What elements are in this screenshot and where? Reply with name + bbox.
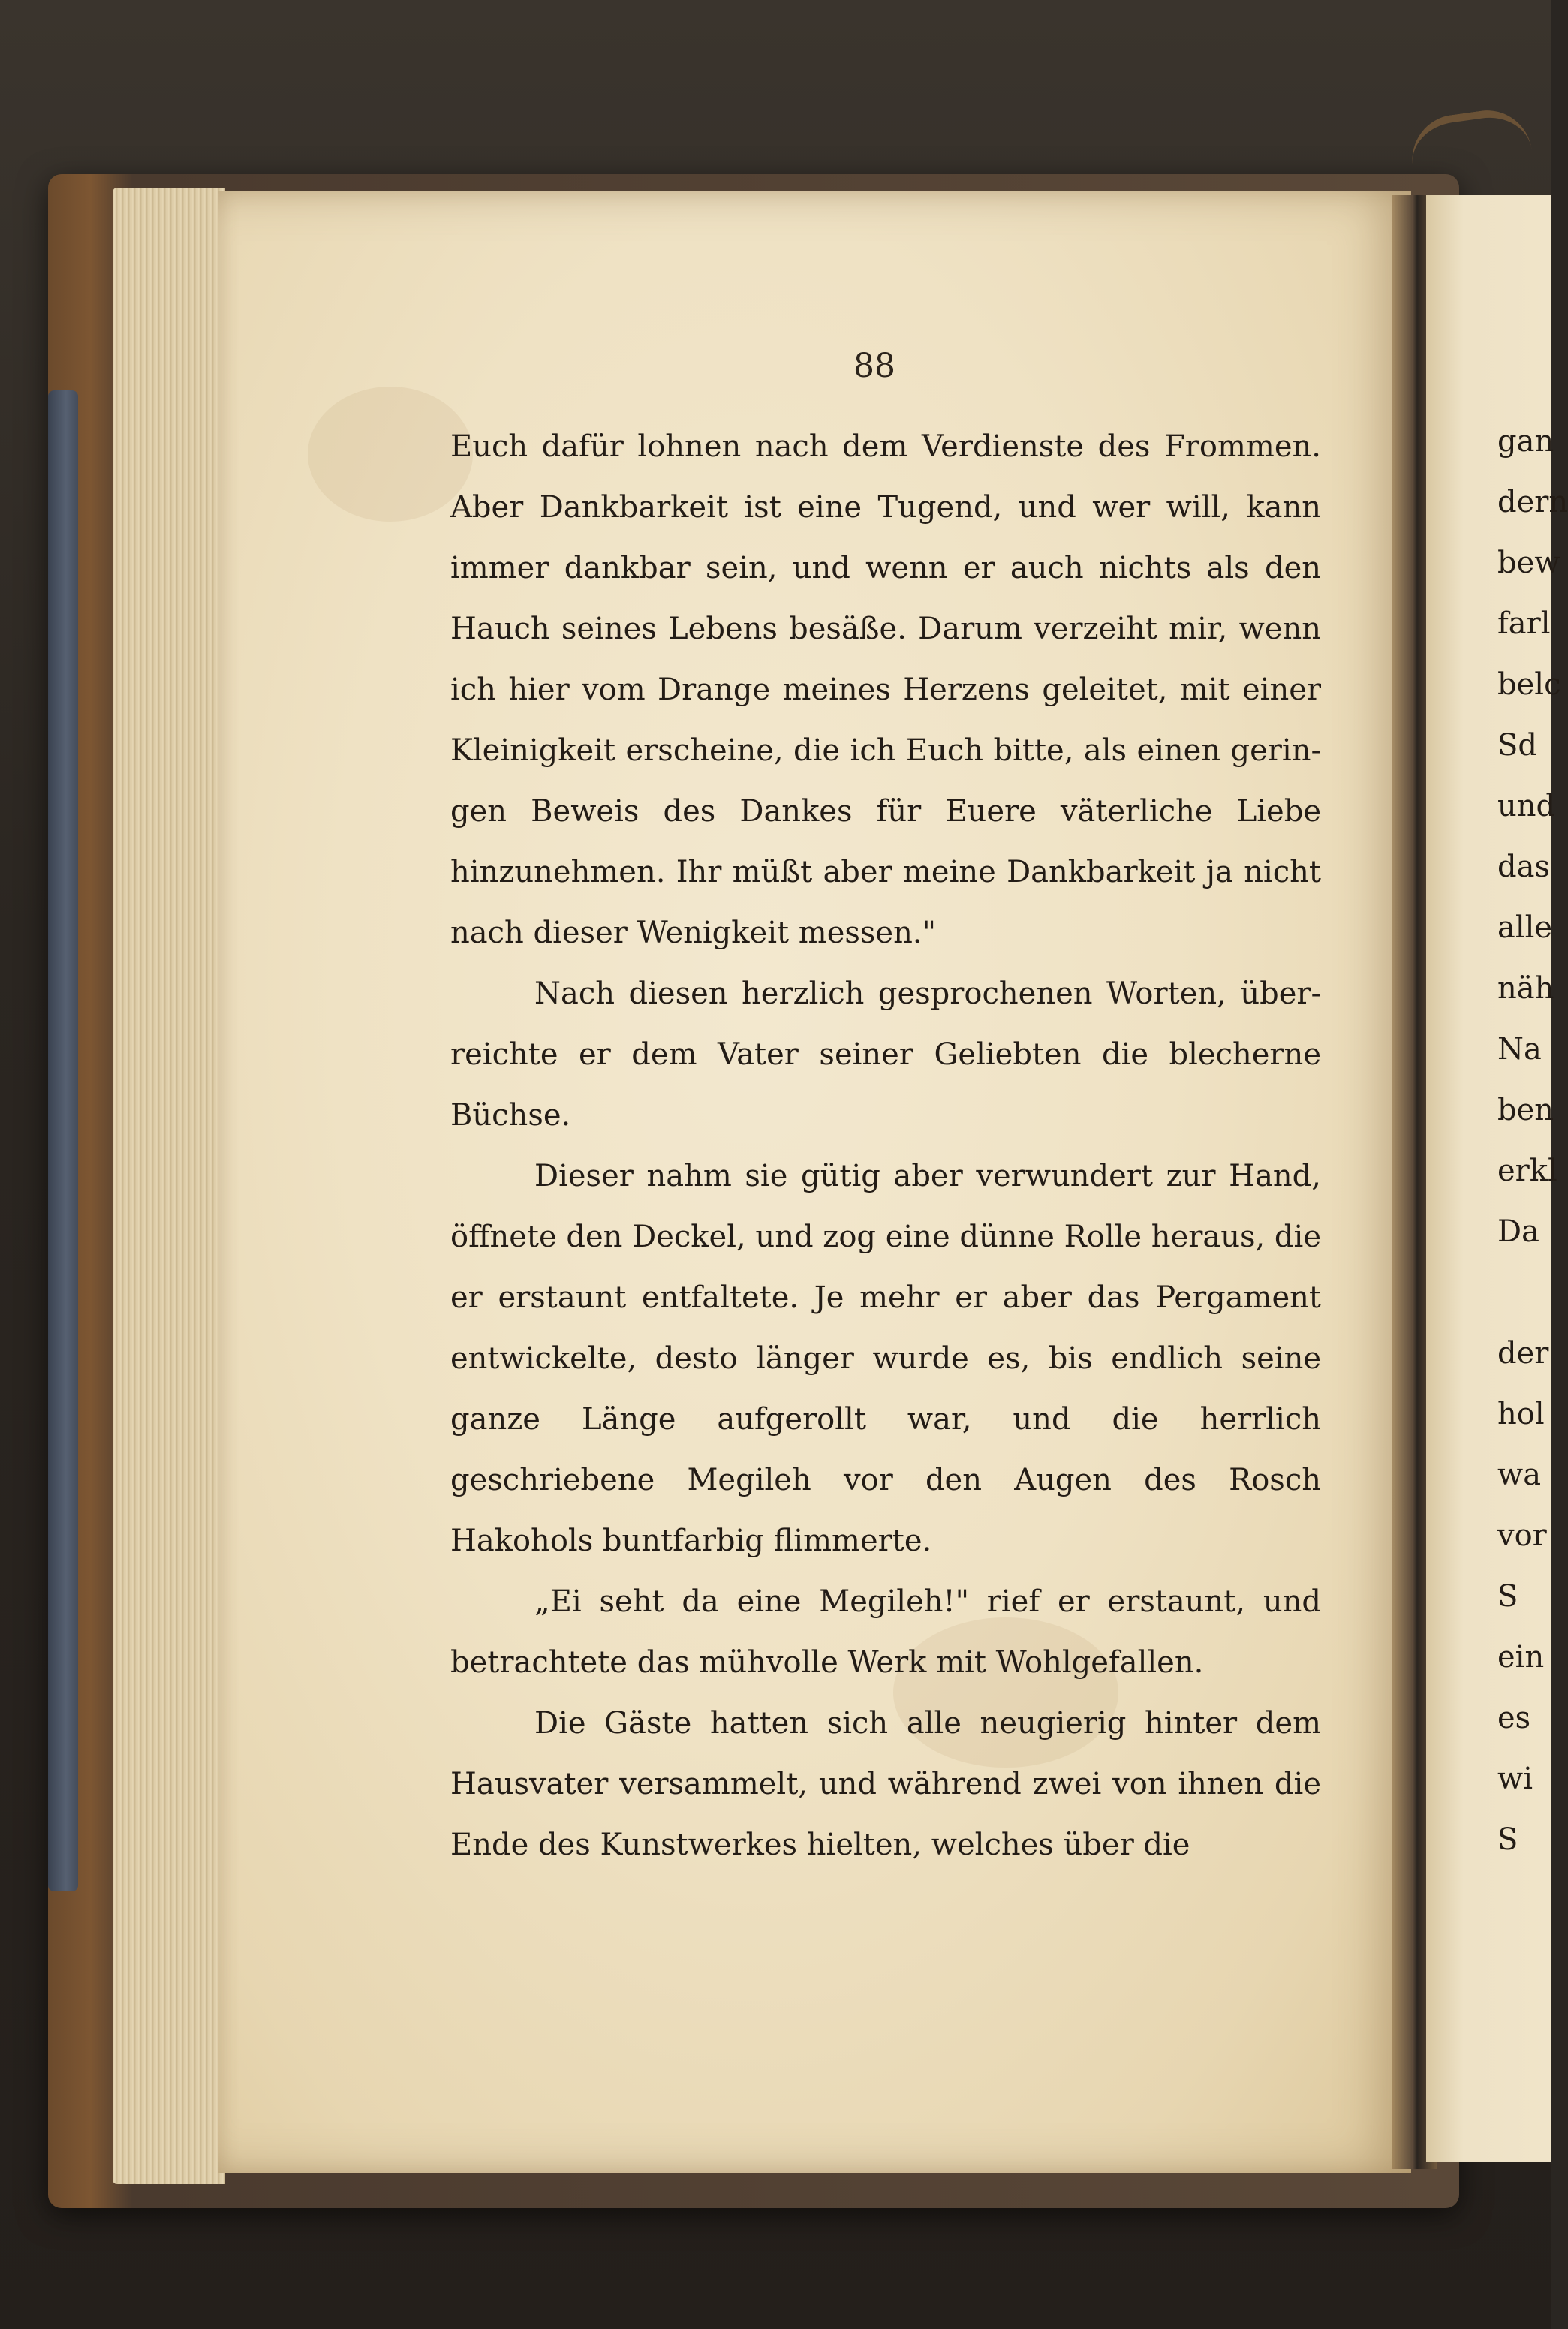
facing-page-line: hol — [1497, 1397, 1545, 1431]
page-number: 88 — [853, 347, 895, 385]
paragraph: Euch dafür lohnen nach dem Verdienste des Frommen. Aber Dankbarkeit ist eine Tugend, und wer will, kann immer dankbar sein, und wenn er auch nichts als den Hauch seines Lebens besäße. Darum verzeiht mir, wenn ich hier vom Drange meines Herzens geleitet, mit einer Kleinigkeit erscheine, die ich Euch bitte, als einen gerin- gen Beweis des Dankes für Euere väterliche Liebe hinzunehmen. Ihr müßt aber meine Dankbarkeit ja nicht nach dieser Wenigkeit messen." — [450, 429, 1321, 950]
facing-page-line: erkl — [1497, 1154, 1557, 1188]
facing-page-line: wa — [1497, 1458, 1542, 1492]
facing-page-line: S — [1497, 1579, 1518, 1614]
facing-page-line: Na — [1497, 1032, 1542, 1067]
facing-page-line: Sd — [1497, 728, 1538, 763]
facing-page-line: vor — [1497, 1518, 1547, 1553]
foxing-spot — [308, 387, 473, 522]
page-edges — [113, 188, 225, 2184]
facing-page-line: der — [1497, 1336, 1549, 1371]
facing-page-text — [1497, 411, 1568, 1870]
paragraph: Die Gäste hatten sich alle neugierig hinter dem Hausvater versammelt, und während zwei von ihnen die Ende des Kunstwerkes hielten, welches über die — [450, 1706, 1321, 1862]
facing-page-line — [1497, 1262, 1550, 1323]
paragraph: „Ei seht da eine Megileh!" rief er erstaunt, und betrachtete das mühvolle Werk mit Wohlgefallen. — [450, 1584, 1321, 1680]
facing-page-line: es — [1497, 1701, 1531, 1735]
facing-page-line: Da — [1497, 1214, 1539, 1249]
facing-page-line: belc — [1497, 667, 1561, 702]
cover-spine-edge — [48, 390, 78, 1891]
facing-page-line: ein — [1497, 1640, 1545, 1675]
facing-page-line: näh — [1497, 971, 1554, 1006]
facing-page-line: dern — [1497, 485, 1568, 519]
facing-page-line: das — [1497, 850, 1550, 884]
facing-page-line: und — [1497, 789, 1556, 823]
facing-page-line: gan — [1497, 424, 1554, 459]
paragraph: Dieser nahm sie gütig aber verwundert zur Hand, öffnete den Deckel, und zog eine dünne Rolle heraus, die er erstaunt entfaltete. Je mehr er aber das Pergament entwickelte, desto länger wurde es, bis endlich seine ganze Länge aufgerollt war, und die herrlich geschriebene Megileh vor den Augen des Rosch Hakohols buntfarbig flimmerte. — [450, 1159, 1321, 1558]
facing-page-line: bew — [1497, 546, 1560, 580]
facing-page-line: S — [1497, 1822, 1518, 1857]
body-text — [450, 417, 1321, 1876]
facing-page-line: farl — [1497, 606, 1551, 641]
facing-page-line: alle — [1497, 910, 1553, 945]
facing-page-line: ben — [1497, 1093, 1554, 1127]
paragraph: Nach diesen herzlich gesprochenen Worten, über- reichte er dem Vater seiner Geliebten die blecherne Büchse. — [450, 976, 1321, 1133]
facing-page-line: wi — [1497, 1762, 1533, 1796]
